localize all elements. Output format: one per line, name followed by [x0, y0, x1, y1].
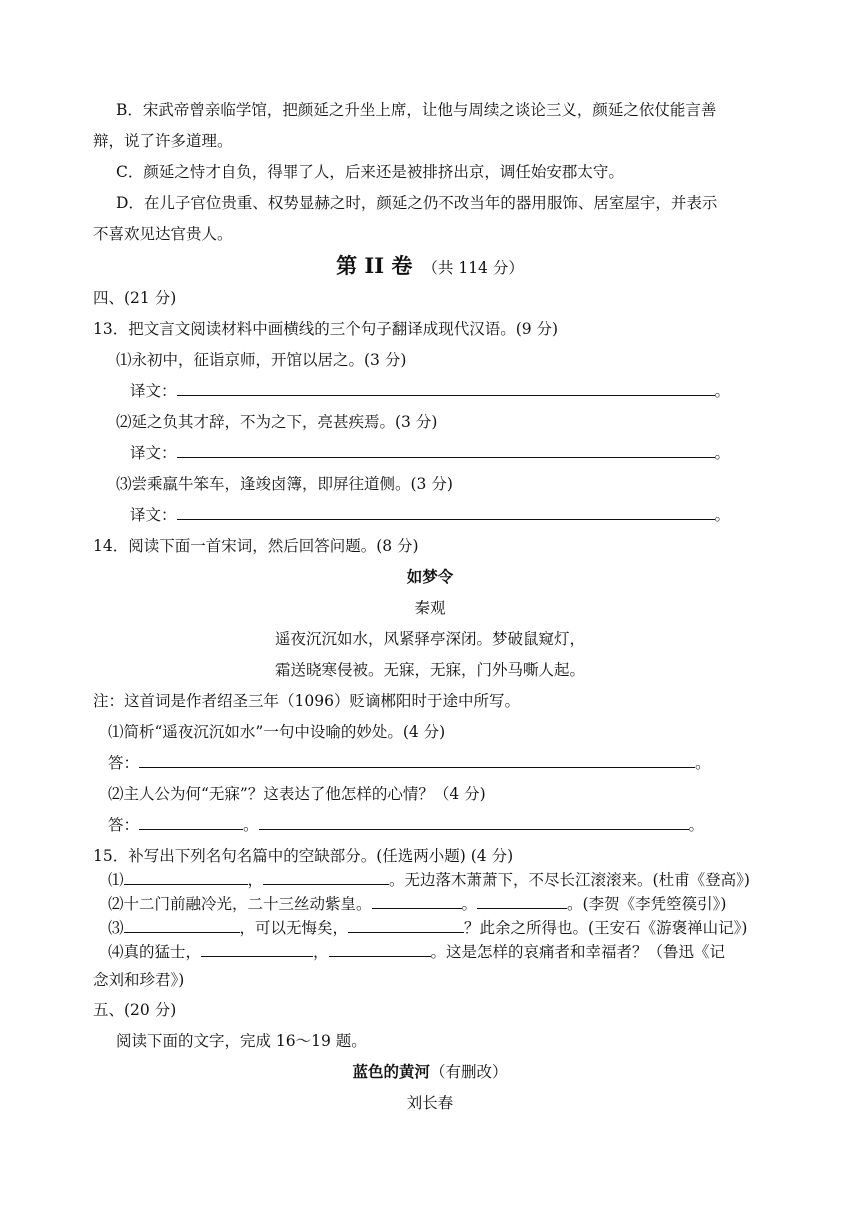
- poem-line-2: 霜送晓寒侵被。无寐，无寐，门外马嘶人起。: [274, 661, 585, 679]
- answer-label: 译文：: [130, 444, 177, 462]
- q15-item3: [108, 918, 747, 938]
- q13-answer1-row: [130, 381, 730, 401]
- q15-item2: [108, 894, 726, 914]
- poem-title: 如梦令: [406, 567, 454, 586]
- q13-item3: ⑶尝乘羸牛笨车，逢竣卤簿，即屏往道侧。(3 分): [116, 475, 453, 493]
- q15-item1: [108, 870, 750, 890]
- item-head: ⑷真的猛士，: [108, 943, 202, 961]
- q13-answer2-row: [130, 443, 730, 463]
- q15-prompt: 15．补写出下列名句名篇中的空缺部分。(任选两小题) (4 分): [93, 847, 514, 865]
- end-mark: 。: [714, 444, 731, 462]
- end-mark: 。: [688, 816, 705, 834]
- item-tail: ？此余之所得也。(王安石《游褒禅山记》): [464, 919, 748, 937]
- item-head: ⑵十二门前融冷光，二十三丝动紫皇。: [108, 895, 372, 913]
- period: 。: [461, 895, 478, 913]
- section5-header: 五、(20 分): [93, 1001, 177, 1019]
- item-tail: 。无边落木萧萧下，不尽长江滚滚来。(杜甫《登高》): [389, 871, 750, 889]
- fill-blank-15-3b[interactable]: [348, 918, 464, 933]
- answer-blank-13-3[interactable]: [177, 505, 715, 520]
- answer-label: 答：: [108, 816, 140, 834]
- option-b-line2: 辩，说了许多道理。: [93, 132, 233, 150]
- article-note: （有删改）: [430, 1063, 508, 1081]
- section5-instruction: 阅读下面的文字，完成 16～19 题。: [116, 1032, 367, 1050]
- q15-item4: [108, 942, 725, 962]
- option-d-line2: 不喜欢见达官贵人。: [93, 225, 233, 243]
- option-b-line1: B．宋武帝曾亲临学馆，把颜延之升坐上席，让他与周续之谈论三义，颜延之依仗能言善: [116, 101, 717, 119]
- comma: ，: [313, 943, 329, 961]
- q13-item1: ⑴永初中，征诣京师，开馆以居之。(3 分): [116, 351, 407, 369]
- answer-label: 答：: [108, 754, 140, 772]
- poem-note: 注：这首词是作者绍圣三年（1096）贬谪郴阳时于途中所写。: [93, 692, 520, 710]
- option-c: C．颜延之恃才自负，得罪了人，后来还是被排挤出京，调任始安郡太守。: [116, 163, 624, 181]
- fill-blank-15-2b[interactable]: [477, 894, 567, 909]
- fill-blank-15-4a[interactable]: [201, 942, 313, 957]
- answer-blank-13-2[interactable]: [177, 443, 715, 458]
- end-mark: 。: [714, 506, 731, 524]
- article-title-row: [0, 1062, 860, 1082]
- q14-answer1-row: [108, 753, 711, 773]
- item-mid: ，可以无悔矣，: [239, 919, 349, 937]
- q14-sub2: ⑵主人公为何“无寐”？这表达了他怎样的心情？（4 分): [108, 785, 486, 803]
- answer-blank-14-1[interactable]: [139, 753, 695, 768]
- item-tail: 。(李贺《李凭箜篌引》): [567, 895, 727, 913]
- poem-line-1: 遥夜沉沉如水，风紧驿亭深闭。梦破鼠窥灯，: [274, 630, 585, 648]
- answer-blank-14-2b[interactable]: [259, 815, 689, 830]
- q14-prompt: 14．阅读下面一首宋词，然后回答问题。(8 分): [93, 537, 419, 555]
- fill-blank-15-4b[interactable]: [329, 942, 431, 957]
- article-title: 蓝色的黄河: [352, 1062, 430, 1081]
- item-number: ⑶: [108, 919, 124, 937]
- item-tail: 。这是怎样的哀痛者和幸福者？（鲁迅《记: [430, 943, 726, 961]
- q14-sub1: ⑴简析“遥夜沉沉如水”一句中设喻的妙处。(4 分): [108, 723, 446, 741]
- q13-item2: ⑵延之负其才辞，不为之下，亮甚疾焉。(3 分): [116, 413, 438, 431]
- option-d-line1: D．在儿子官位贵重、权势显赫之时，颜延之仍不改当年的器用服饰、居室屋宇，并表示: [116, 194, 718, 212]
- fill-blank-15-3a[interactable]: [124, 918, 240, 933]
- fill-blank-15-2a[interactable]: [372, 894, 462, 909]
- answer-blank-14-2a[interactable]: [139, 815, 243, 830]
- mid-mark: 。: [243, 816, 259, 834]
- end-mark: 。: [695, 754, 711, 772]
- fill-blank-15-1b[interactable]: [263, 870, 389, 885]
- answer-blank-13-1[interactable]: [177, 381, 715, 396]
- section4-header: 四、(21 分): [93, 289, 177, 307]
- q13-prompt: 13．把文言文阅读材料中画横线的三个句子翻译成现代汉语。(9 分): [93, 320, 559, 338]
- q15-item4-continuation: 念刘和珍君》): [93, 971, 185, 989]
- fill-blank-15-1a[interactable]: [124, 870, 248, 885]
- volume-title: 第 II 卷: [336, 253, 413, 278]
- volume-subtitle: （共 114 分）: [422, 259, 524, 277]
- answer-label: 译文：: [130, 506, 177, 524]
- item-number: ⑴: [108, 871, 124, 889]
- poem-author: 秦观: [414, 599, 446, 617]
- q13-answer3-row: [130, 505, 730, 525]
- article-author: 刘长春: [406, 1094, 454, 1112]
- end-mark: 。: [714, 382, 731, 400]
- volume-title-row: [0, 253, 860, 281]
- answer-label: 译文：: [130, 382, 177, 400]
- q14-answer2-row: [108, 815, 704, 835]
- comma: ，: [247, 871, 264, 889]
